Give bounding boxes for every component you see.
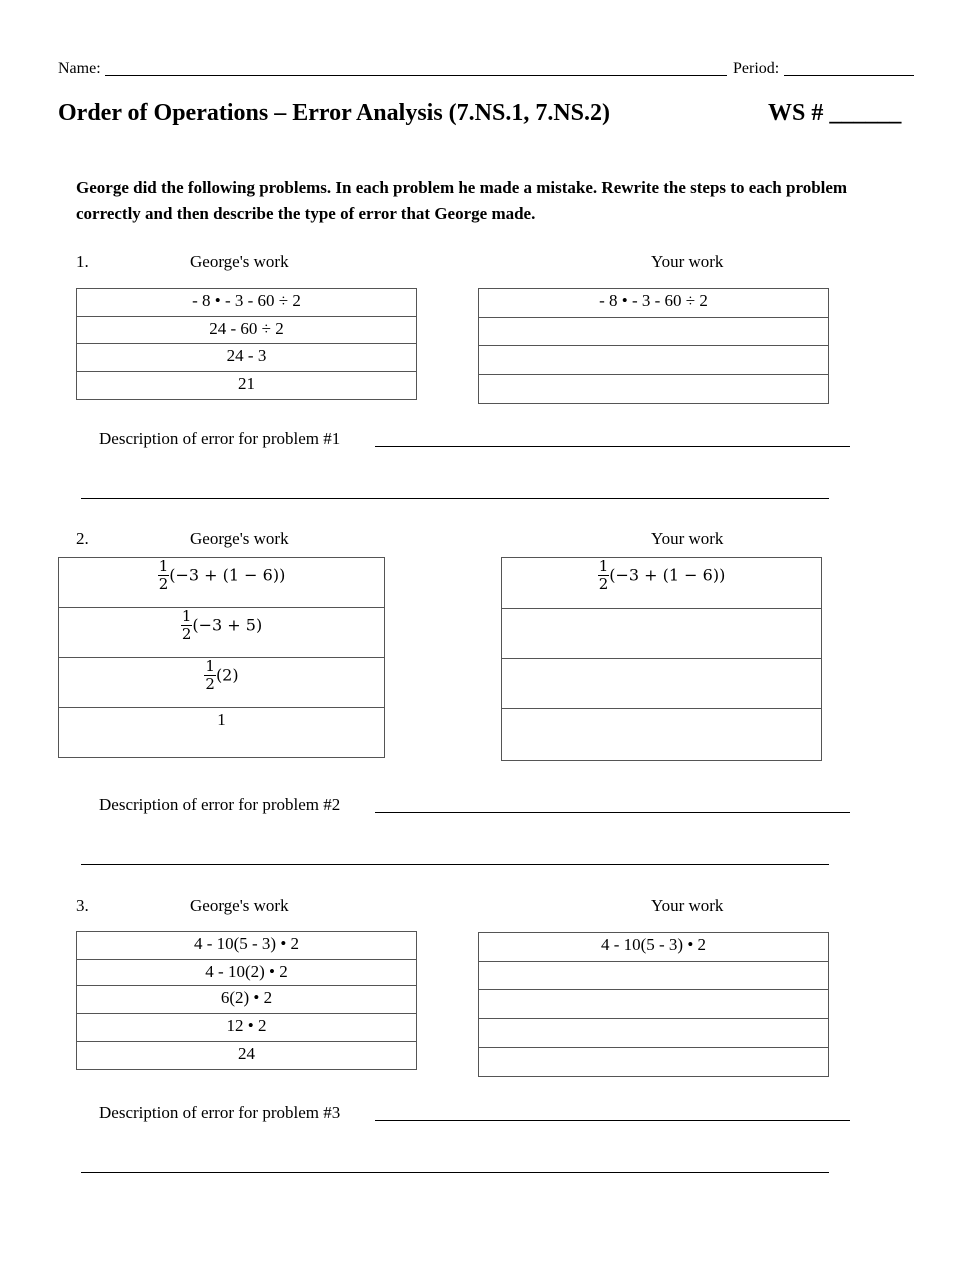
answer-cell[interactable] — [479, 1048, 829, 1077]
step-cell: 1 — [59, 708, 385, 758]
step-cell: 24 - 60 ÷ 2 — [77, 317, 417, 344]
fraction: $\frac{1}{2}$ — [205, 657, 215, 693]
description-line[interactable] — [375, 1120, 850, 1121]
problem-number: 3. — [76, 896, 89, 915]
page-title: Order of Operations – Error Analysis (7.NS.1, 7.NS.2) — [58, 100, 611, 126]
your-work-table — [478, 932, 829, 1077]
your-work-label: Your work — [651, 252, 724, 271]
description-line[interactable] — [375, 812, 850, 813]
name-label: Name: — [58, 60, 101, 77]
step-cell: $\frac{1}{2}$ (2) — [59, 658, 385, 708]
answer-cell[interactable] — [502, 709, 822, 761]
answer-cell[interactable] — [479, 375, 829, 404]
step-cell: 4 - 10(5 - 3) • 2 — [479, 933, 829, 962]
description-line-2[interactable] — [81, 1172, 829, 1173]
period-label: Period: — [733, 60, 780, 77]
georges-work-table — [58, 557, 385, 758]
your-work-table — [501, 557, 822, 761]
description-label: Description of error for problem #3 — [99, 1103, 341, 1122]
answer-cell[interactable] — [502, 609, 822, 659]
answer-cell[interactable] — [479, 990, 829, 1019]
your-work-label: Your work — [651, 529, 724, 548]
georges-work-label: George's work — [190, 252, 289, 271]
instructions: George did the following problems. In each problem he made a mistake. Rewrite the steps to each problem correctly and then describe the type of error that George made. — [76, 178, 848, 223]
problem-number: 2. — [76, 529, 89, 548]
step-cell: 24 — [77, 1042, 417, 1070]
fraction: $\frac{1}{2}$ — [598, 557, 609, 593]
step-cell: 12 • 2 — [77, 1014, 417, 1042]
answer-cell[interactable] — [479, 346, 829, 375]
your-work-table — [478, 288, 829, 404]
name-line[interactable] — [105, 75, 727, 76]
georges-work-label: George's work — [190, 896, 289, 915]
step-cell: 4 - 10(2) • 2 — [77, 960, 417, 986]
description-label: Description of error for problem #2 — [99, 795, 341, 814]
your-work-label: Your work — [651, 896, 724, 915]
period-field[interactable] — [733, 60, 779, 78]
step-cell: $\frac{1}{2}$ (−3 + (1 − 6)) — [502, 558, 822, 609]
step-cell: 24 - 3 — [77, 344, 417, 372]
problem-number: 1. — [76, 252, 89, 271]
answer-cell[interactable] — [502, 659, 822, 709]
step-cell: 6(2) • 2 — [77, 986, 417, 1014]
georges-work-table — [76, 288, 417, 400]
answer-cell[interactable] — [479, 962, 829, 990]
step-cell: 21 — [77, 372, 417, 400]
description-label: Description of error for problem #1 — [99, 429, 341, 448]
description-line[interactable] — [375, 446, 850, 447]
step-cell: $\frac{1}{2}$ (−3 + 5) — [59, 608, 385, 658]
answer-cell[interactable] — [479, 318, 829, 346]
name-field[interactable] — [58, 60, 101, 78]
description-line-2[interactable] — [81, 498, 829, 499]
fraction: $\frac{1}{2}$ — [181, 607, 192, 643]
description-line-2[interactable] — [81, 864, 829, 865]
step-cell: 4 - 10(5 - 3) • 2 — [77, 932, 417, 960]
period-line[interactable] — [784, 75, 914, 76]
georges-work-label: George's work — [190, 529, 289, 548]
fraction: $\frac{1}{2}$ — [158, 557, 169, 593]
step-cell: - 8 • - 3 - 60 ÷ 2 — [479, 289, 829, 318]
georges-work-table — [76, 931, 417, 1070]
answer-cell[interactable] — [479, 1019, 829, 1048]
step-cell: $\frac{1}{2}$ (−3 + (1 − 6)) — [59, 558, 385, 608]
worksheet-number: WS # ______ — [768, 100, 902, 126]
step-cell: - 8 • - 3 - 60 ÷ 2 — [77, 289, 417, 317]
